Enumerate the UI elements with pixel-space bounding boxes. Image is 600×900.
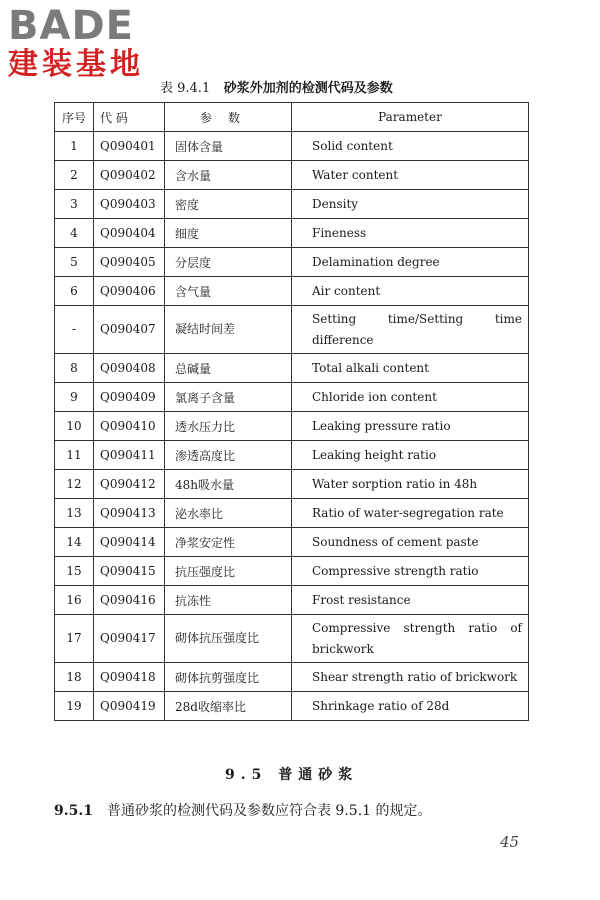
row-number: 19 (55, 692, 94, 721)
table-row (55, 499, 529, 528)
row-number: 10 (55, 412, 94, 441)
row-number: 17 (55, 615, 94, 663)
row-code: Q090407 (94, 306, 165, 354)
row-number: 14 (55, 528, 94, 557)
row-number: - (55, 306, 94, 354)
row-number: 5 (55, 248, 94, 277)
row-number: 1 (55, 132, 94, 161)
row-param-zh: 28d收缩率比 (165, 692, 292, 721)
row-number: 6 (55, 277, 94, 306)
row-param-zh: 分层度 (165, 248, 292, 277)
row-param-zh: 透水压力比 (165, 412, 292, 441)
table-row (55, 586, 529, 615)
row-param-zh: 含气量 (165, 277, 292, 306)
row-number: 3 (55, 190, 94, 219)
table-row (55, 354, 529, 383)
row-number: 2 (55, 161, 94, 190)
row-code: Q090406 (94, 277, 165, 306)
table-caption (160, 77, 393, 96)
page-number: 45 (500, 833, 520, 851)
row-param-zh: 48h吸水量 (165, 470, 292, 499)
table-row (55, 161, 529, 190)
clause-paragraph (54, 800, 432, 820)
row-number: 18 (55, 663, 94, 692)
header-no: 序号 (55, 103, 94, 132)
row-code: Q090416 (94, 586, 165, 615)
row-param-en: Compressive strength ratio of brickwork (292, 615, 529, 663)
row-param-zh: 渗透高度比 (165, 441, 292, 470)
row-param-en: Chloride ion content (292, 383, 529, 412)
row-param-zh: 抗冻性 (165, 586, 292, 615)
row-number: 9 (55, 383, 94, 412)
row-param-en: Water content (292, 161, 529, 190)
logo-top-text: BADE (8, 3, 134, 49)
logo-chinese-text: 建装基地 (8, 47, 144, 82)
row-number: 13 (55, 499, 94, 528)
table-caption-title: 砂浆外加剂的检测代码及参数 (223, 81, 393, 96)
table-row (55, 557, 529, 586)
table-row (55, 277, 529, 306)
row-param-zh: 泌水率比 (165, 499, 292, 528)
row-param-en: Setting time/Setting time difference (292, 306, 529, 354)
row-param-zh: 凝结时间差 (165, 306, 292, 354)
row-code: Q090415 (94, 557, 165, 586)
table-caption-number: 表 9.4.1 (160, 81, 211, 96)
row-number: 16 (55, 586, 94, 615)
row-param-en: Water sorption ratio in 48h (292, 470, 529, 499)
row-param-en: Delamination degree (292, 248, 529, 277)
row-param-zh: 氯离子含量 (165, 383, 292, 412)
logo-wordmark (8, 4, 178, 48)
row-number: 8 (55, 354, 94, 383)
row-param-en: Fineness (292, 219, 529, 248)
table-row (55, 470, 529, 499)
header-param: 参数 (165, 103, 292, 132)
row-code: Q090414 (94, 528, 165, 557)
row-code: Q090404 (94, 219, 165, 248)
row-code: Q090402 (94, 161, 165, 190)
table-header-row (55, 103, 529, 132)
row-param-zh: 总碱量 (165, 354, 292, 383)
row-param-en: Density (292, 190, 529, 219)
row-param-en: Compressive strength ratio (292, 557, 529, 586)
table-row (55, 306, 529, 354)
row-param-zh: 细度 (165, 219, 292, 248)
row-code: Q090419 (94, 692, 165, 721)
row-code: Q090408 (94, 354, 165, 383)
section-heading: 9.5 普通砂浆 (225, 767, 359, 783)
row-param-zh: 砌体抗剪强度比 (165, 663, 292, 692)
bade-logo (8, 4, 178, 82)
row-code: Q090417 (94, 615, 165, 663)
table-row (55, 219, 529, 248)
row-code: Q090418 (94, 663, 165, 692)
table-row (55, 190, 529, 219)
row-param-en: Leaking height ratio (292, 441, 529, 470)
row-param-zh: 净浆安定性 (165, 528, 292, 557)
table-row (55, 615, 529, 663)
row-code: Q090409 (94, 383, 165, 412)
row-code: Q090401 (94, 132, 165, 161)
row-param-en: Shrinkage ratio of 28d (292, 692, 529, 721)
row-param-zh: 固体含量 (165, 132, 292, 161)
row-param-en: Frost resistance (292, 586, 529, 615)
row-number: 12 (55, 470, 94, 499)
row-param-zh: 抗压强度比 (165, 557, 292, 586)
row-param-en: Leaking pressure ratio (292, 412, 529, 441)
row-number: 11 (55, 441, 94, 470)
table-row (55, 692, 529, 721)
clause-number: 9.5.1 (54, 803, 93, 819)
table-row (55, 528, 529, 557)
row-code: Q090411 (94, 441, 165, 470)
row-param-en: Total alkali content (292, 354, 529, 383)
table-row (55, 441, 529, 470)
row-param-en: Ratio of water-segregation rate (292, 499, 529, 528)
row-number: 4 (55, 219, 94, 248)
row-param-en: Air content (292, 277, 529, 306)
row-param-zh: 密度 (165, 190, 292, 219)
table-row (55, 383, 529, 412)
table-row (55, 663, 529, 692)
row-code: Q090410 (94, 412, 165, 441)
table-body (55, 132, 529, 721)
row-code: Q090403 (94, 190, 165, 219)
table-row (55, 248, 529, 277)
parameters-table (54, 102, 529, 721)
row-param-en: Shear strength ratio of brickwork (292, 663, 529, 692)
row-code: Q090413 (94, 499, 165, 528)
row-param-zh: 砌体抗压强度比 (165, 615, 292, 663)
row-code: Q090405 (94, 248, 165, 277)
clause-text: 普通砂浆的检测代码及参数应符合表 9.5.1 的规定。 (106, 803, 432, 819)
row-param-en: Solid content (292, 132, 529, 161)
table-row (55, 132, 529, 161)
header-code: 代 码 (94, 103, 165, 132)
row-code: Q090412 (94, 470, 165, 499)
table-row (55, 412, 529, 441)
row-number: 15 (55, 557, 94, 586)
header-parameter-en: Parameter (292, 103, 529, 132)
row-param-en: Soundness of cement paste (292, 528, 529, 557)
row-param-zh: 含水量 (165, 161, 292, 190)
